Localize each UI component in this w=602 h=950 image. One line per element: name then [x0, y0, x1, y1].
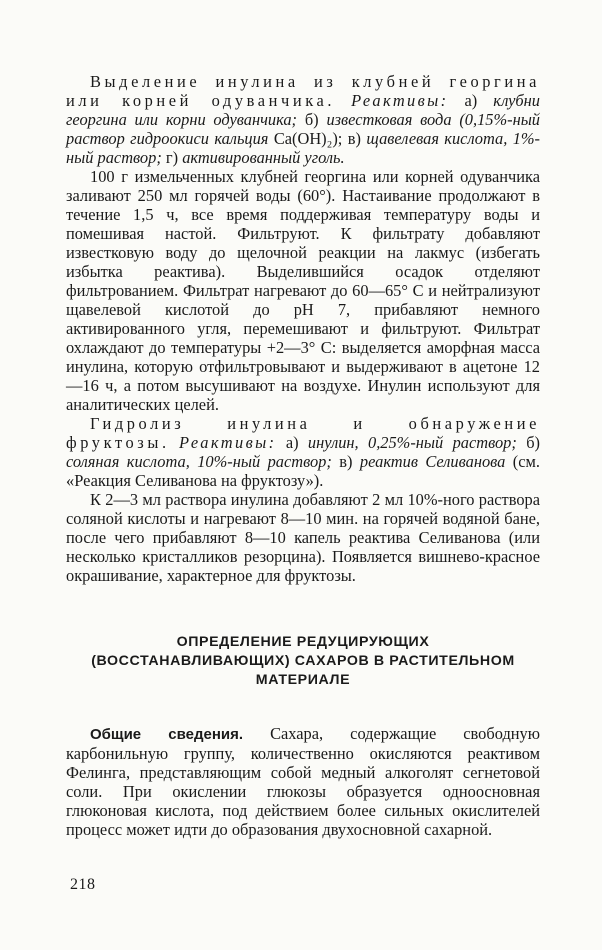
reagent-d-marker: г) [165, 148, 179, 167]
general-paragraph [66, 724, 540, 839]
section2-intro [66, 414, 540, 490]
reagent2-a-marker: а) [285, 433, 299, 452]
reagent-b-marker: б) [304, 110, 319, 129]
reagent-d-text: активированный уголь. [182, 148, 345, 167]
section1-body: 100 г измельченных клубней георгина или корней одуванчика заливают 250 мл горячей воды (60°). Настаивание продолжают в течение 1,5 ч, все время поддерживая температуру воды и помешивая настой. Фильтруют. К фильтрату добавляют известковую воду до щелочной реакции на лакмус (избегать избытка реактива). Выделившийся осадок отделяют фильтрованием. Фильтрат нагревают до 60—65° С и нейтрализуют щавелевой кислотой до pH 7, прибавляют немного активированного угля, перемешивают и фильтруют. Фильтрат охлаждают до температуры +2—3° С: выделяется аморфная масса инулина, которую отфильтровывают и выдерживают в ацетоне 12—16 ч, а потом высушивают на воздухе. Инулин используют для аналитических целей. [66, 167, 540, 414]
section-heading [66, 633, 540, 690]
section2-body: К 2—3 мл раствора инулина добавляют 2 мл 10%-ного раствора соляной кислоты и нагревают 8—10 мин. на горячей водяной бане, после чего прибавляют 8—10 капель реактива Селиванова (или несколько кристалликов резорцина). Появляется вишнево-красное окрашивание, характерное для фруктозы. [66, 490, 540, 585]
reagent2-b-marker: б) [526, 433, 540, 452]
heading-line-2: (ВОССТАНАВЛИВАЮЩИХ) САХАРОВ В РАСТИТЕЛЬНОМ [91, 653, 515, 669]
reagent2-a-text: инулин, 0,25%-ный раствор; [307, 433, 517, 452]
section1-title: Выделение инулина из клубней георгина или корней одуванчика. [66, 72, 540, 110]
section2-title: Гидролиз инулина и обнаружение фруктозы. [66, 414, 540, 452]
heading-line-1: ОПРЕДЕЛЕНИЕ РЕДУЦИРУЮЩИХ [176, 634, 430, 650]
section2-reagents-label: Реактивы: [179, 433, 277, 452]
general-label: Общие сведения. [90, 726, 244, 743]
reagent-a-text: клубни георгина или корни одуванчика; [66, 91, 540, 129]
reagent2-c-note: (см. «Реакция Селиванова на фруктозу»). [66, 452, 540, 490]
reagent-a-marker: а) [464, 91, 478, 110]
reagent-b-text: известковая вода (0,15%-ный раствор гидроокиси кальция [66, 110, 540, 148]
reagent-b-formula: Ca(OH)₂); [273, 129, 343, 148]
reagent2-c-marker: в) [339, 452, 353, 471]
page-content [66, 72, 540, 839]
heading-line-3: МАТЕРИАЛЕ [255, 672, 351, 688]
general-body: Сахара, содержащие свободную карбонильную группу, количественно окисляются реактивом Фелинга, представляющим собой медный алкоголят сегнетовой соли. При окислении глюкозы образуется одноосновная глюконовая кислота, под действием более сильных окислителей процесс может идти до образования двухосновной сахарной. [66, 724, 540, 839]
reagent2-c-text: реактив Селиванова [359, 452, 506, 471]
reagent-c-text: щавелевая кислота, 1%-ный раствор; [66, 129, 541, 167]
reagent-c-marker: в) [347, 129, 361, 148]
reagent2-b-text: соляная кислота, 10%-ный раствор; [66, 452, 332, 471]
section1-intro [66, 72, 540, 167]
page-number: 218 [70, 876, 96, 893]
section1-reagents-label: Реактивы: [351, 91, 449, 110]
